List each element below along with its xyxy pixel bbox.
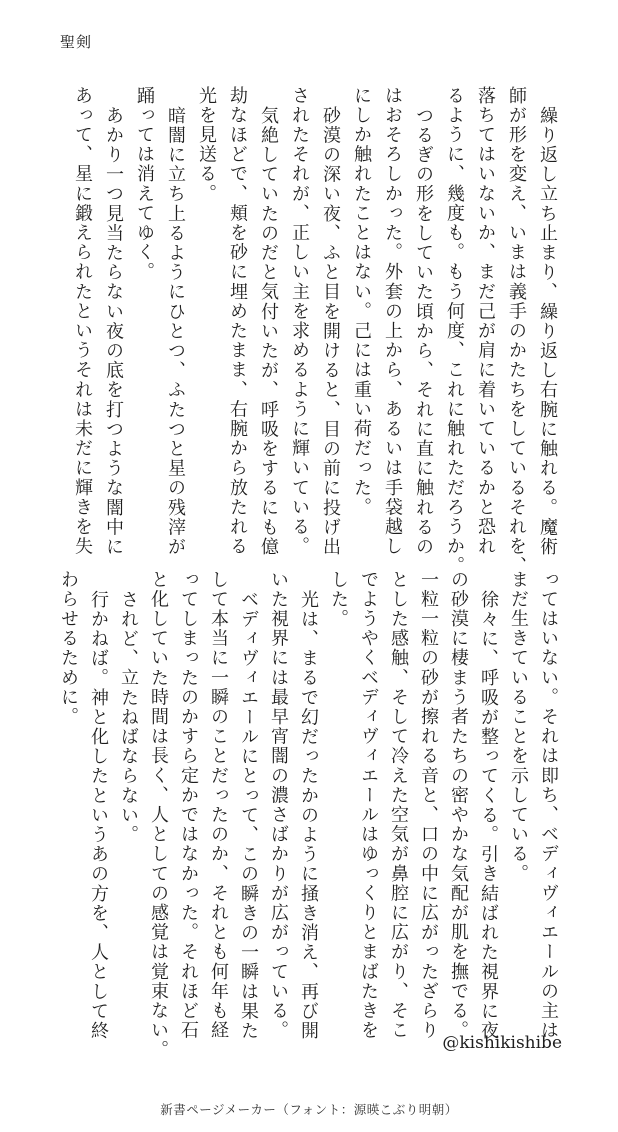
text-line: はおそろしかった。外套の上から、あるいは手袋越し [382, 86, 403, 557]
text-line: わらせるために。 [58, 570, 79, 727]
text-line: あって、星に鍛えられたというそれは未だに輝きを失 [72, 86, 93, 557]
text-line: 暗闇に立ち上るようにひとつ、ふたつと星の残滓が [165, 106, 186, 557]
text-line: 徐々に、呼吸が整ってくる。引き結ばれた視界に夜 [478, 590, 499, 1041]
text-line: ってしまったのかすら定かではなかった。それほど石 [178, 570, 199, 1041]
text-line: あかり一つ見当たらない夜の底を打つような闇中に [103, 106, 124, 557]
text-line: にしか触れたことはない。己には重い荷だった。 [351, 86, 372, 518]
text-line: されど、立たねばならない。 [118, 590, 139, 845]
text-line: 劫なほどで、頬を砂に埋めたまま、右腕から放たれる [227, 86, 248, 557]
text-line: 砂漠の深い夜、ふと目を開けると、目の前に投げ出 [320, 106, 341, 557]
text-line: 踊っては消えてゆく。 [134, 86, 155, 282]
text-line: 師が形を変え、いまは義手のかたちをしているそれを、 [506, 86, 527, 576]
text-line: ベディヴィエールにとって、この瞬きの一瞬は果た [238, 590, 259, 1041]
page-title: 聖剣 [60, 33, 93, 51]
text-line: 気絶していたのだと気付いたが、呼吸をするにも億 [258, 106, 279, 557]
text-line: の砂漠に棲まう者たちの密やかな気配が肌を撫でる。 [448, 570, 469, 1041]
text-line: ってはいない。それは即ち、ベディヴィエールの主は [538, 570, 559, 1041]
text-block-bottom [53, 570, 563, 1070]
text-line: 光を見送る。 [196, 86, 217, 204]
text-line: とした感触、そして冷えた空気が鼻腔に広がり、そこ [388, 570, 409, 1041]
text-line: まだ生きていることを示している。 [508, 570, 529, 884]
text-line: されたそれが、正しい主を求めるように輝いている。 [289, 86, 310, 557]
text-line: でようやくベディヴィエールはゆっくりとまばたきを [358, 570, 379, 1041]
text-line: 光は、まるで幻だったかのように掻き消え、再び開 [298, 590, 319, 1041]
generator-footer: 新書ページメーカー（フォント：源暎こぶり明朝） [160, 1102, 458, 1117]
text-line: つるぎの形をしていた頃から、それに直に触れるの [413, 106, 434, 557]
text-line: 行かねば。神と化したというあの方を、人として終 [88, 590, 109, 1041]
text-line: 繰り返し立ち止まり、繰り返し右腕に触れる。魔術 [537, 106, 558, 557]
text-line: 落ちてはいないか、まだ己が肩に着いているかと恐れ [475, 86, 496, 557]
text-line: した。 [328, 570, 349, 629]
text-line: して本当に一瞬のことだったのか、それとも何年も経 [208, 570, 229, 1041]
text-line: と化していた時間は長く、人としての感覚は覚束ない。 [148, 570, 169, 1060]
text-line: 一粒一粒の砂が擦れる音と、口の中に広がったざらり [418, 570, 439, 1041]
author-credit: @kishikishibe [442, 1033, 562, 1053]
text-line: いた視界には最早宵闇の濃さばかりが広がっている。 [268, 570, 289, 1041]
text-block-top [67, 86, 563, 586]
text-line: るように、幾度も。もう何度、これに触れただろうか。 [444, 86, 465, 576]
